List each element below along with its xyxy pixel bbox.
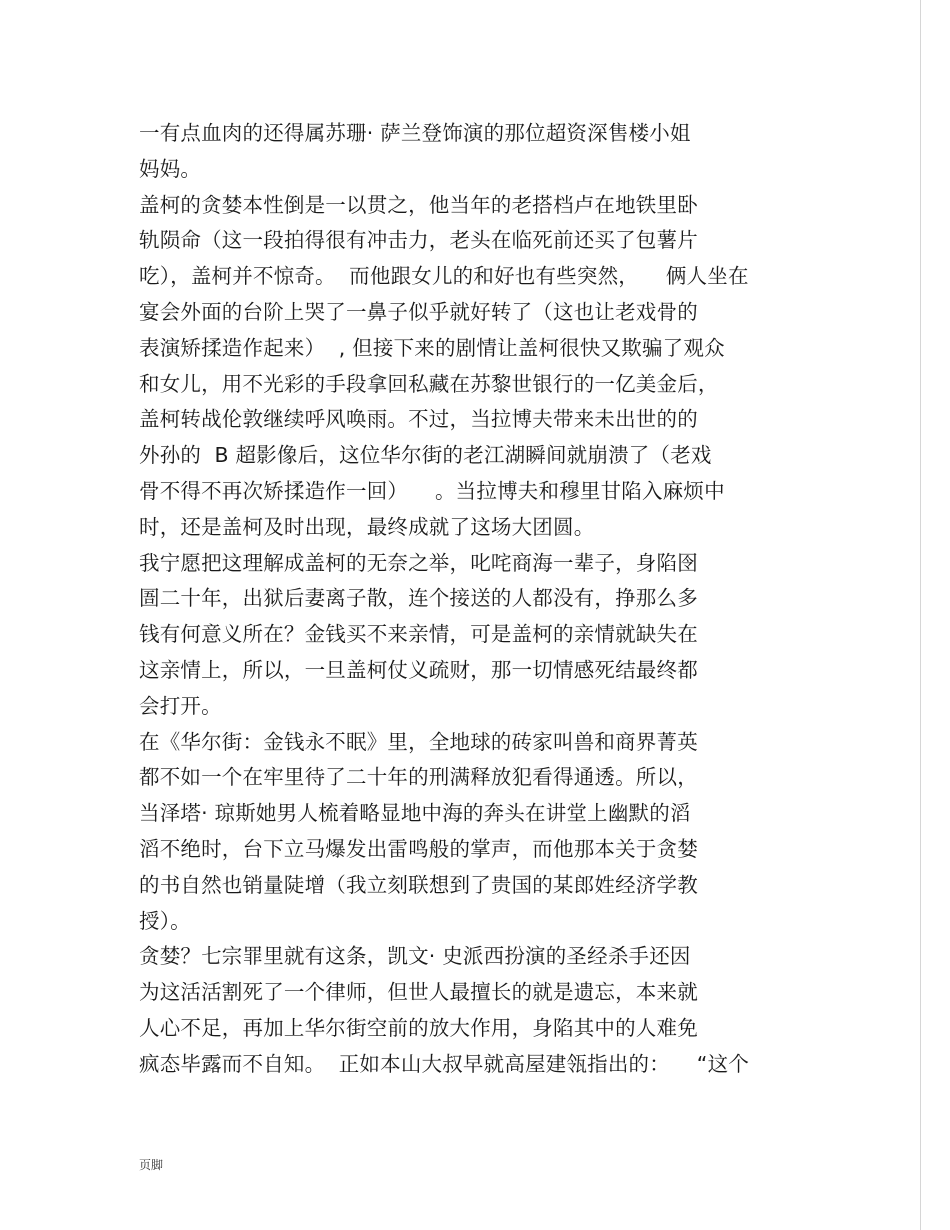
text-line: 滔不绝时，台下立马爆发出雷鸣般的掌声，而他那本关于贪婪 [139,836,698,861]
text-line: 妈妈。 [139,156,202,181]
text-line: 一有点血肉的还得属苏珊· 萨兰登饰演的那位超资深售楼小姐 [139,121,691,145]
text-line: 吃），盖柯并不惊奇。 而他跟女儿的和好也有些突然， 俩人坐在 [139,264,749,289]
text-line: 时，还是盖柯及时出现，最终成就了这场大团圆。 [139,514,595,539]
text-line: 我宁愿把这理解成盖柯的无奈之举，叱咤商海一辈子，身陷囹 [139,550,698,575]
page-footer: 页脚 [139,1158,164,1172]
text-line: 这亲情上，所以，一旦盖柯仗义疏财，那一切情感死结最终都 [139,657,698,682]
text-line: 的书自然也销量陡增（我立刻联想到了贵国的某郎姓经济学教 [139,872,698,897]
text-line: 轨陨命（这一段拍得很有冲击力，老头在临死前还买了包薯片 [139,228,698,253]
text-line: 外孙的 B 超影像后，这位华尔街的老江湖瞬间就崩溃了（老戏 [139,443,712,468]
text-line: 表演矫揉造作起来） , 但接下来的剧情让盖柯很快又欺骗了观众 [139,335,725,360]
text-line: 疯态毕露而不自知。 正如本山大叔早就高屋建瓴指出的： “这个 [139,1051,750,1076]
text-line: 钱有何意义所在？金钱买不来亲情，可是盖柯的亲情就缺失在 [139,622,698,647]
text-line: 盖柯的贪婪本性倒是一以贯之，他当年的老搭档卢在地铁里卧 [139,192,698,217]
text-line: 都不如一个在牢里待了二十年的刑满释放犯看得通透。所以， [139,765,698,790]
text-line: 贪婪？七宗罪里就有这条，凯文· 史派西扮演的圣经杀手还因 [139,944,691,969]
text-line: 盖柯转战伦敦继续呼风唤雨。不过，当拉博夫带来未出世的的 [139,407,698,432]
text-line: 骨不得不再次矫揉造作一回） 。当拉博夫和穆里甘陷入麻烦中 [139,478,725,503]
text-line: 宴会外面的台阶上哭了一鼻子似乎就好转了（这也让老戏骨的 [139,299,698,324]
page-edge-divider [920,0,921,1230]
text-line: 为这活活割死了一个律师，但世人最擅长的就是遗忘，本来就 [139,980,698,1005]
text-line: 当泽塔· 琼斯她男人梳着略显地中海的奔头在讲堂上幽默的滔 [139,801,691,826]
text-line: 和女儿，用不光彩的手段拿回私藏在苏黎世银行的一亿美金后， [139,371,719,396]
text-line: 在《华尔街：金钱永不眠》里，全地球的砖家叫兽和商界菁英 [139,729,698,754]
text-line: 人心不足，再加上华尔街空前的放大作用，身陷其中的人难免 [139,1015,698,1040]
document-body [139,116,819,1083]
text-line: 圄二十年，出狱后妻离子散，连个接送的人都没有，挣那么多 [139,586,698,611]
text-line: 会打开。 [139,693,222,718]
text-line: 授）。 [139,908,191,933]
